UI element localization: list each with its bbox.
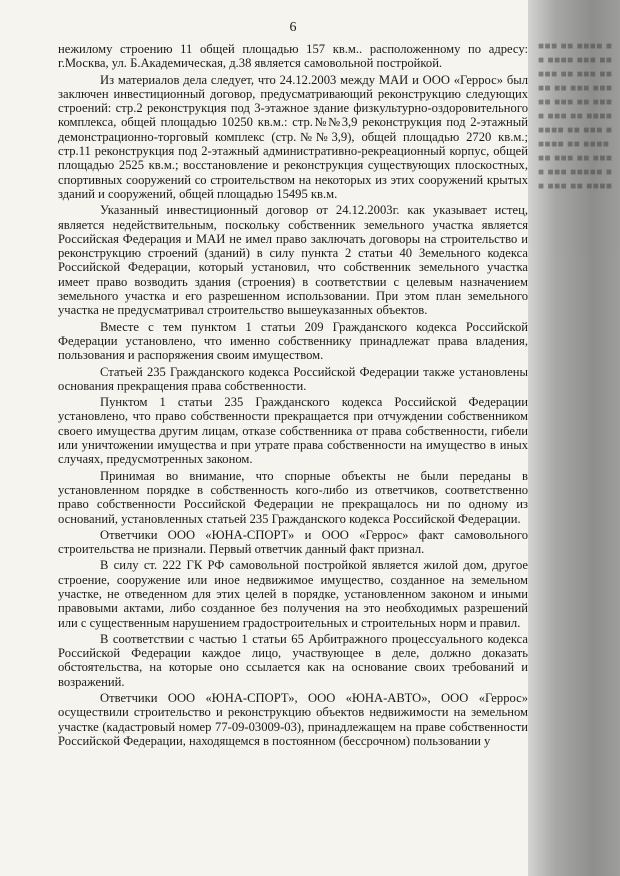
paragraph-6: Пунктом 1 статьи 235 Гражданского кодекса Российской Федерации установлено, что право собственности прекращается при отчуждении собственником своего имущества другим лицам, отказе собственника от права собственности, гибели или уничтожении имущества и при утрате права собственности на имущество в иных случаях, предусмотренных законом. [58, 395, 528, 467]
adjacent-page-text-residue: ■■■ ■■ ■■■■ ■■ ■■■■ ■■■ ■■■■■ ■■ ■■■ ■■■■ ■■ ■■■ ■■■■■ ■■■ ■■ ■■■■ ■■■ ■■ ■■■■ ■■■■ ■■ ■■■ ■■■■■ ■■ ■■■■ ■■ ■■■ ■■ ■■■■ ■■■ ■■■■■ ■■ ■■■ ■■ ■■■■ [538, 41, 613, 192]
paragraph-11: Ответчики ООО «ЮНА-СПОРТ», ООО «ЮНА-АВТО», ООО «Геррос» осуществили строительство и реконструкцию объектов недвижимости на земельном участке (кадастровый номер 77-09-03009-03), принадлежащем на праве собственности Российской Федерации, находящемся в постоянном (бессрочном) пользовании у [58, 691, 528, 748]
paragraph-1: нежилому строению 11 общей площадью 157 кв.м.. расположенному по адресу: г.Москва, ул. Б.Академическая, д.38 является самовольной постройкой. [58, 42, 528, 71]
page-number: 6 [289, 20, 297, 35]
paragraph-10: В соответствии с частью 1 статьи 65 Арбитражного процессуального кодекса Российской Федерации каждое лицо, участвующее в деле, должно доказать обстоятельства, на которые оно ссылается как на основание своих требований и возражений. [58, 631, 528, 689]
document-page [58, 20, 528, 749]
paragraph-7: Принимая во внимание, что спорные объекты не были переданы в установленном порядке в собственность кого-либо из ответчиков, соответственно право собственности Российской Федерации не прекращалось ни по одному из оснований, установленных статьей 235 Гражданского кодекса Российской Федерации. [58, 468, 528, 526]
paragraph-4: Вместе с тем пунктом 1 статьи 209 Гражданского кодекса Российской Федерации установлено, что именно собственнику принадлежат права владения, пользования и распоряжения своим имуществом. [58, 319, 528, 363]
paragraph-8: Ответчики ООО «ЮНА-СПОРТ» и ООО «Геррос» факт самовольного строительства не признали. Первый ответчик данный факт признал. [58, 527, 528, 557]
paragraph-5: Статьей 235 Гражданского кодекса Российской Федерации также установлены основания прекращения права собственности. [58, 364, 528, 393]
adjacent-page-bleed [528, 0, 620, 876]
paragraph-2: Из материалов дела следует, что 24.12.2003 между МАИ и ООО «Геррос» был заключен инвестиционный договор, предусматривающий реконструкцию следующих строений: стр.2 реконструкция под 3-этажное здание физкультурно-оздоровительного комплекса, общей площадью 10250 кв.м.: стр.№№3,9 реконструкция под 2-этажный демонстрационно-торговый комплекс (стр.№№3,9), общей площадью 2720 кв.м.; стр.11 реконструкция под 2-этажный административно-рекреационный корпус, общей площадью 2525 кв.м.; восстановление и реконструкция существующих плоскостных, спортивных сооружений со строительством на некоторых из этих сооружений крытых зданий и сооружений, общей площадью 15495 кв.м. [58, 72, 528, 201]
paragraph-9: В силу ст. 222 ГК РФ самовольной постройкой является жилой дом, другое строение, сооружение или иное недвижимое имущество, созданное на земельном участке, не отведенном для этих целей в порядке, установленном законом и иными правовыми актами, либо созданное без получения на это необходимых разрешений или с существенным нарушением градостроительных и строительных норм и правил. [58, 558, 528, 630]
paragraph-3: Указанный инвестиционный договор от 24.12.2003г. как указывает истец, является недействительным, поскольку собственник земельного участка является Российская Федерация и МАИ не имел право заключать договоры на строительство и реконструкцию строений (зданий) в силу пункта 2 статьи 40 Земельного кодекса Российской Федерации, который установил, что собственник земельного участка имеет право возводить здания (строения) в соответствии с целевым назначением земельного участка и его разрешенном использовании. При этом план земельного участка не предусматривал строительство вышеуказанных объектов. [58, 203, 528, 318]
